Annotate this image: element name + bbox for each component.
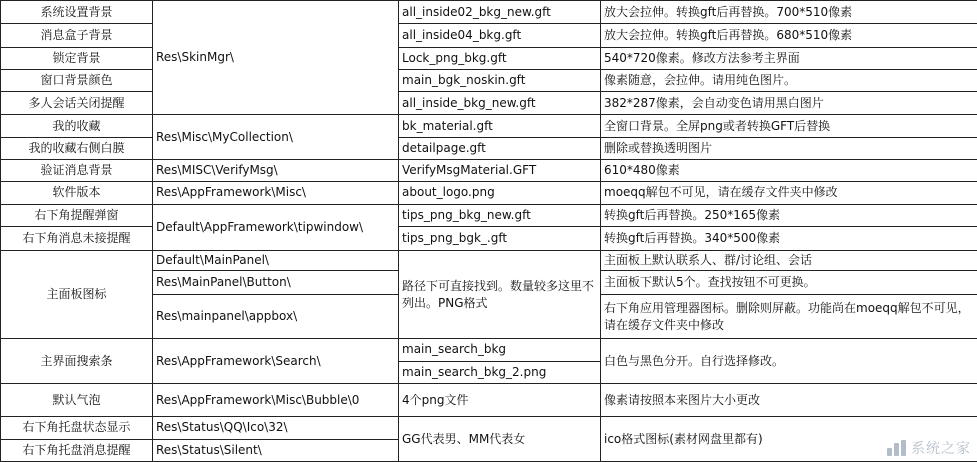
note: 全窗口背景。全屏png或者转换GFT后替换 (601, 115, 977, 137)
table-row (1, 383, 977, 416)
table-row (1, 339, 977, 361)
resource-path: Res\MainPanel\Button\ (153, 271, 399, 294)
note: 白色与黑色分开。自行选择修改。 (601, 339, 977, 384)
table-row (1, 69, 977, 91)
item-label: 我的收藏 (1, 115, 153, 137)
note: 主面板上默认联系人、群/讨论组、会话 (601, 251, 977, 271)
file-name: all_inside_bkg_new.gft (399, 92, 601, 115)
resource-path: Res\SkinMgr\ (153, 1, 399, 115)
file-name: main_search_bkg (399, 339, 601, 361)
resource-path: Default\MainPanel\ (153, 251, 399, 271)
table-row (1, 226, 977, 250)
note: 610*480像素 (601, 160, 977, 182)
resource-path: Res\MISC\VerifyMsg\ (153, 160, 399, 182)
resource-path: Res\mainpanel\appbox\ (153, 294, 399, 339)
file-name: 4个png文件 (399, 383, 601, 416)
note: 转换gft后再替换。250*165像素 (601, 204, 977, 226)
table-row (1, 204, 977, 226)
resource-path: Res\AppFramework\Search\ (153, 339, 399, 384)
item-label: 主界面搜索条 (1, 339, 153, 384)
file-name: tips_png_bkg_new.gft (399, 204, 601, 226)
table-row (1, 160, 977, 182)
resource-path: Res\AppFramework\Misc\ (153, 182, 399, 204)
note: ico格式图标(素材网盘里都有) (601, 417, 977, 462)
item-label: 默认气泡 (1, 383, 153, 416)
note: moeqq解包不可见，请在缓存文件夹中修改 (601, 182, 977, 204)
resource-path: Res\AppFramework\Misc\Bubble\0 (153, 383, 399, 416)
table-row (1, 137, 977, 159)
resource-path: Default\AppFramework\tipwindow\ (153, 204, 399, 251)
note: 放大会拉伸。转换gft后再替换。680*510像素 (601, 24, 977, 47)
note: 删除或替换透明图片 (601, 137, 977, 159)
note: 540*720像素。修改方法参考主界面 (601, 47, 977, 69)
resource-path: Res\Status\Silent\ (153, 439, 399, 461)
file-name: main_search_bkg_2.png (399, 361, 601, 383)
note: 右下角应用管理器图标。删除则屏蔽。功能尚在moeqq解包不可见，请在缓存文件夹中修改 (601, 294, 977, 339)
item-label: 验证消息背景 (1, 160, 153, 182)
item-label: 主面板图标 (1, 251, 153, 339)
note: 382*287像素，会自动变色请用黑白图片 (601, 92, 977, 115)
note: 主面板下默认5个。查找按钮不可更换。 (601, 271, 977, 294)
item-label: 消息盒子背景 (1, 24, 153, 47)
table-row (1, 24, 977, 47)
file-name: bk_material.gft (399, 115, 601, 137)
item-label: 右下角提醒弹窗 (1, 204, 153, 226)
file-name: all_inside02_bkg_new.gft (399, 1, 601, 24)
table-row (1, 1, 977, 24)
table-row (1, 251, 977, 271)
table-row (1, 182, 977, 204)
note: 像素随意，会拉伸。请用纯色图片。 (601, 69, 977, 91)
resource-path: Res\Status\QQ\Ico\32\ (153, 417, 399, 439)
file-name: GG代表男、MM代表女 (399, 417, 601, 462)
note: 像素请按照本来图片大小更改 (601, 383, 977, 416)
file-name: main_bgk_noskin.gft (399, 69, 601, 91)
item-label: 系统设置背景 (1, 1, 153, 24)
file-name: all_inside04_bkg.gft (399, 24, 601, 47)
note: 转换gft后再替换。340*500像素 (601, 226, 977, 250)
item-label: 右下角消息未接提醒 (1, 226, 153, 250)
file-name: 路径下可直接找到。数量较多这里不列出。PNG格式 (399, 251, 601, 339)
watermark-text: 系统之家 (911, 441, 971, 457)
item-label: 右下角托盘消息提醒 (1, 439, 153, 461)
table-row (1, 115, 977, 137)
item-label: 多人会话关闭提醒 (1, 92, 153, 115)
file-name: Lock_png_bkg.gft (399, 47, 601, 69)
file-name: VerifyMsgMaterial.GFT (399, 160, 601, 182)
table-row (1, 47, 977, 69)
table-row (1, 92, 977, 115)
item-label: 我的收藏右侧白膜 (1, 137, 153, 159)
item-label: 窗口背景颜色 (1, 69, 153, 91)
item-label: 锁定背景 (1, 47, 153, 69)
file-name: about_logo.png (399, 182, 601, 204)
note: 放大会拉伸。转换gft后再替换。700*510像素 (601, 1, 977, 24)
table-row (1, 417, 977, 439)
file-name: detailpage.gft (399, 137, 601, 159)
item-label: 软件版本 (1, 182, 153, 204)
file-name: tips_png_bgk_.gft (399, 226, 601, 250)
item-label: 右下角托盘状态显示 (1, 417, 153, 439)
resource-path: Res\Misc\MyCollection\ (153, 115, 399, 160)
